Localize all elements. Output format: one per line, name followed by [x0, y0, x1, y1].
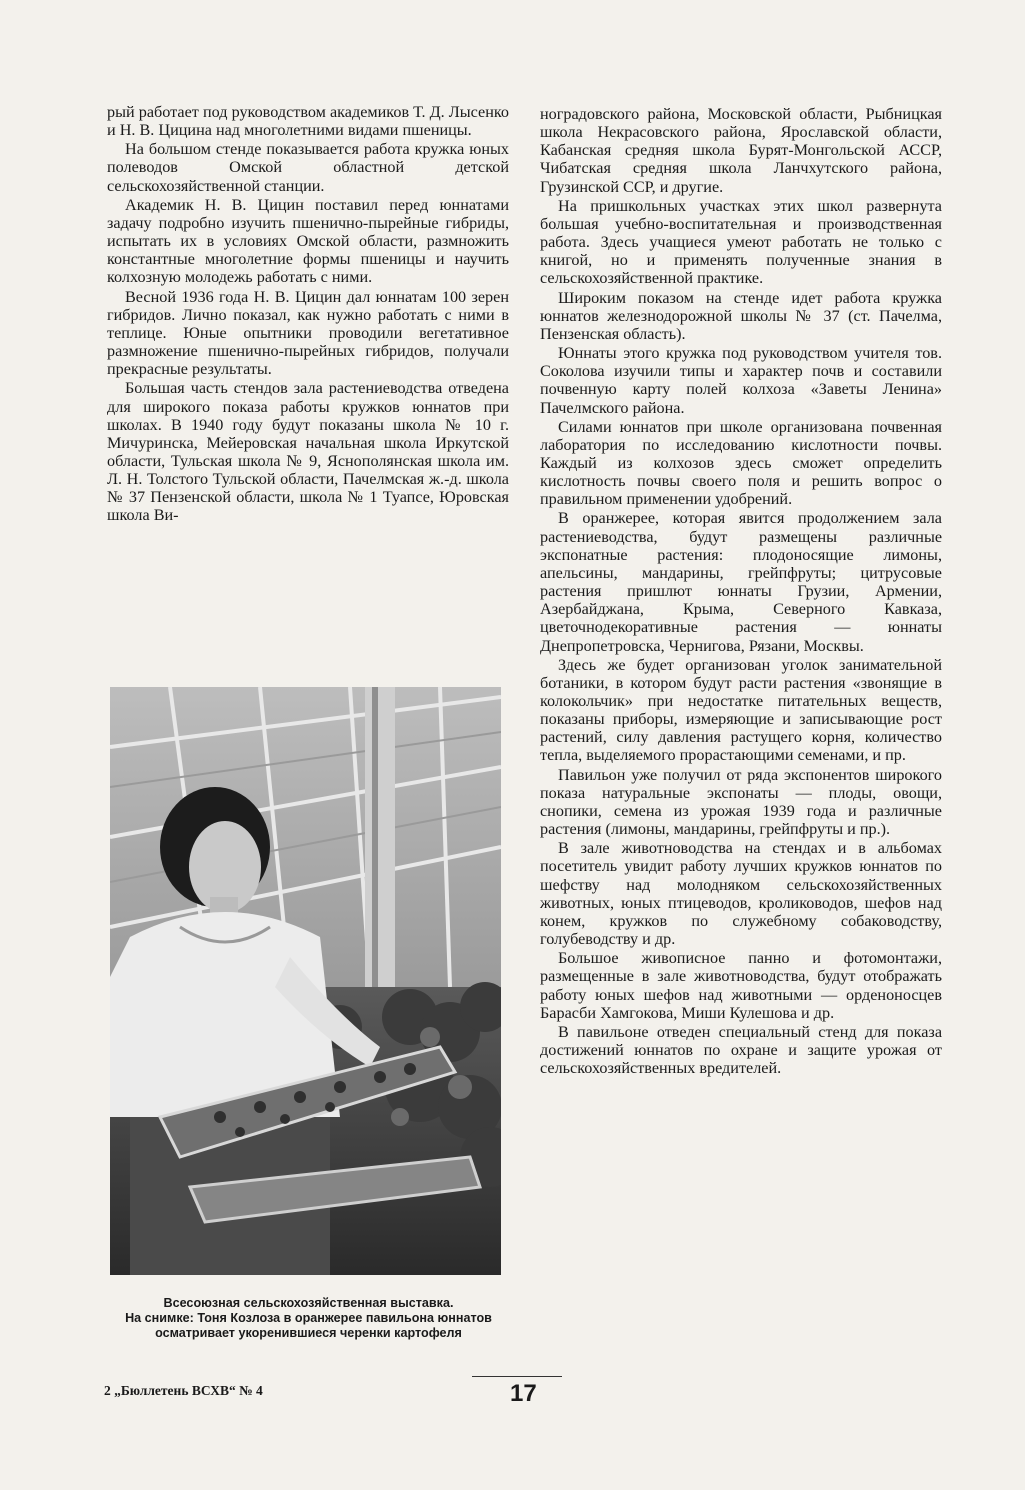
paragraph: Большое живописное панно и фотомонтажи, размещенные в зале животноводства, будут отображать работу юных шефов над животными — орденоносцев Барасби Хамгокова, Миши Кулешова и др. [540, 949, 942, 1022]
photo-caption [104, 1296, 513, 1341]
paragraph: В оранжерее, которая явится продолжением зала растениеводства, будут размещены различные экспонатные растения: плодоносящие лимоны, апельсины, мандарины, грейпфруты; цитрусовые растения пришлют юннаты Грузии, Армении, Азербайджана, Крыма, Северного Кавказа, цветочнодекоративные растения — юннаты Днепропетровска, Чернигова, Рязани, Москвы. [540, 509, 942, 655]
caption-title: Всесоюзная сельскохозяйственная выставка. [163, 1296, 454, 1310]
page-number: 17 [510, 1380, 537, 1407]
paragraph: Павильон уже получил от ряда экспонентов широкого показа натуральные экспонаты — плоды, овощи, снопики, семена из урожая 1939 года и различные растения (лимоны, мандарины, грейпфруты и пр.). [540, 765, 942, 839]
footer-divider [472, 1376, 562, 1377]
paragraph: В зале животноводства на стендах и в альбомах посетитель увидит работу лучших кружков юннатов по шефству над молодняком сельскохозяйственных животных, юных птицеводов, кролиководов, шефов над конем, кружков по служебному собаководству, голубеводству и др. [540, 839, 942, 949]
paragraph: ноградовского района, Московской области, Рыбницкая школа Некрасовского района, Ярославской области, Кабанская средняя школа Бурят-Монгольской АССР, Чибатская средняя школа Ланчхутского района, Грузинской ССР, и другие. [540, 105, 942, 196]
caption-text: На снимке: Тоня Козлоза в оранжерее павильона юннатов осматривает укоренившиеся черенки картофеля [125, 1311, 492, 1340]
paragraph: На большом стенде показывается работа кружка юных полеводов Омской областной детской сельскохозяйственной станции. [107, 140, 509, 195]
paragraph: Юннаты этого кружка под руководством учителя тов. Соколова изучили типы и характер почв и составили почвенную карту полей колхоза «Заветы Ленина» Пачелмского района. [540, 344, 942, 417]
left-column [107, 103, 509, 526]
paragraph: Широким показом на стенде идет работа кружка юннатов железнодорожной школы № 37 (ст. Пачелма, Пензенская область). [540, 288, 942, 343]
paragraph: Академик Н. В. Цицин поставил перед юннатами задачу подробно изучить пшенично-пырейные гибриды, испытать их в условиях Омской области, размножить константные многолетние формы пшеницы и научить колхозную молодежь работать с ними. [107, 195, 509, 287]
paragraph: На пришкольных участках этих школ развернута большая учебно-воспитательная и производственная работа. Здесь учащиеся умеют работать не только с книгой, но и применять полученные знания в сельскохозяйственной практике. [540, 196, 942, 288]
footer-issue: 2 „Бюллетень ВСХВ“ № 4 [104, 1383, 263, 1398]
paragraph: Большая часть стендов зала растениеводства отведена для широкого показа работы кружков юннатов при школах. В 1940 году будут показаны школа № 10 г. Мичуринска, Мейеровская начальная школа Иркутской области, Тульская школа № 9, Яснополянская школа им. Л. Н. Толстого Тульской области, Пачелмская ж.-д. школа № 37 Пензенской области, школа № 1 Туапсе, Юровская школа Ви- [107, 379, 509, 525]
paragraph: рый работает под руководством академиков Т. Д. Лысенко и Н. В. Цицина над многолетними видами пшеницы. [107, 103, 509, 140]
paragraph: Весной 1936 года Н. В. Цицин дал юннатам 100 зерен гибридов. Лично показал, как нужно работать с ними в теплице. Юные опытники проводили вегетативное размножение пшенично-пырейных гибридов, получали прекрасные результаты. [107, 287, 509, 379]
paragraph: Силами юннатов при школе организована почвенная лаборатория по исследованию кислотности почвы. Каждый из колхозов здесь сможет определить кислотность почвы своего поля и решить вопрос о правильном применении удобрений. [540, 417, 942, 509]
greenhouse-photo [110, 687, 501, 1275]
paragraph: Здесь же будет организован уголок занимательной ботаники, в котором будут расти растения «звонящие в колокольчик» при недостатке питательных веществ, показаны приборы, измеряющие и записывающие рост растений, силу давления растущего корня, количество тепла, выделяемого прорастающими семенами, и пр. [540, 655, 942, 765]
right-column [540, 105, 942, 1078]
paragraph: В павильоне отведен специальный стенд для показа достижений юннатов по охране и защите урожая от сельскохозяйственных вредителей. [540, 1022, 942, 1078]
